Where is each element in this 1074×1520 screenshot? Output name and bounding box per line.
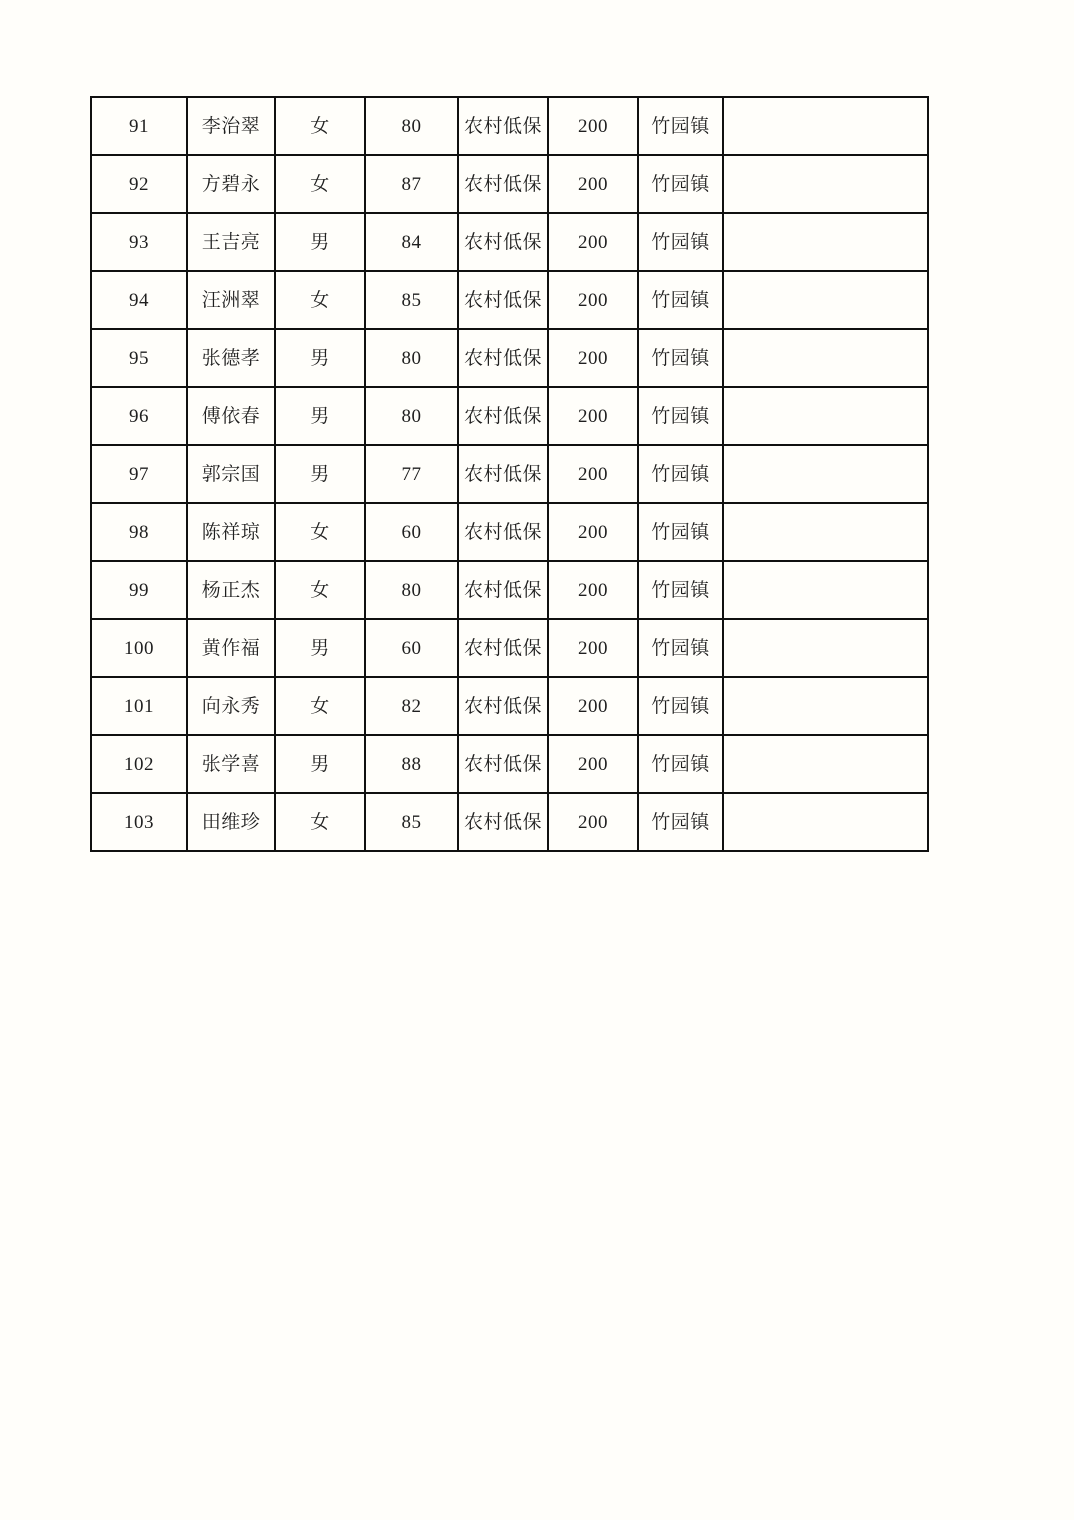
cell-benefit-type: 农村低保 — [458, 735, 548, 793]
cell-age: 80 — [365, 561, 458, 619]
cell-amount: 200 — [548, 619, 638, 677]
cell-note — [723, 561, 928, 619]
cell-age: 60 — [365, 619, 458, 677]
cell-town: 竹园镇 — [638, 329, 723, 387]
cell-row-number: 101 — [91, 677, 187, 735]
cell-benefit-type: 农村低保 — [458, 619, 548, 677]
cell-person-name: 黄作福 — [187, 619, 275, 677]
cell-person-name: 田维珍 — [187, 793, 275, 851]
cell-age: 80 — [365, 329, 458, 387]
table-row — [91, 213, 928, 271]
cell-town: 竹园镇 — [638, 735, 723, 793]
cell-age: 77 — [365, 445, 458, 503]
cell-gender: 男 — [275, 329, 365, 387]
cell-amount: 200 — [548, 503, 638, 561]
cell-town: 竹园镇 — [638, 619, 723, 677]
cell-amount: 200 — [548, 561, 638, 619]
cell-person-name: 杨正杰 — [187, 561, 275, 619]
welfare-table-body — [91, 97, 928, 851]
table-row — [91, 445, 928, 503]
cell-gender: 女 — [275, 155, 365, 213]
cell-town: 竹园镇 — [638, 445, 723, 503]
table-row — [91, 561, 928, 619]
cell-town: 竹园镇 — [638, 97, 723, 155]
cell-row-number: 95 — [91, 329, 187, 387]
cell-note — [723, 387, 928, 445]
table-row — [91, 619, 928, 677]
cell-note — [723, 445, 928, 503]
cell-gender: 男 — [275, 213, 365, 271]
cell-amount: 200 — [548, 677, 638, 735]
cell-note — [723, 155, 928, 213]
cell-amount: 200 — [548, 97, 638, 155]
cell-row-number: 102 — [91, 735, 187, 793]
cell-benefit-type: 农村低保 — [458, 677, 548, 735]
cell-person-name: 陈祥琼 — [187, 503, 275, 561]
cell-benefit-type: 农村低保 — [458, 213, 548, 271]
cell-note — [723, 213, 928, 271]
cell-note — [723, 619, 928, 677]
cell-benefit-type: 农村低保 — [458, 329, 548, 387]
cell-amount: 200 — [548, 793, 638, 851]
cell-person-name: 方碧永 — [187, 155, 275, 213]
table-row — [91, 329, 928, 387]
cell-town: 竹园镇 — [638, 677, 723, 735]
cell-person-name: 张学喜 — [187, 735, 275, 793]
cell-gender: 男 — [275, 387, 365, 445]
table-row — [91, 793, 928, 851]
cell-note — [723, 677, 928, 735]
cell-person-name: 李治翠 — [187, 97, 275, 155]
cell-person-name: 张德孝 — [187, 329, 275, 387]
cell-town: 竹园镇 — [638, 271, 723, 329]
cell-amount: 200 — [548, 155, 638, 213]
cell-note — [723, 271, 928, 329]
table-row — [91, 387, 928, 445]
cell-amount: 200 — [548, 387, 638, 445]
cell-benefit-type: 农村低保 — [458, 97, 548, 155]
cell-age: 88 — [365, 735, 458, 793]
cell-age: 80 — [365, 97, 458, 155]
cell-amount: 200 — [548, 735, 638, 793]
table-row — [91, 735, 928, 793]
cell-person-name: 向永秀 — [187, 677, 275, 735]
cell-row-number: 97 — [91, 445, 187, 503]
cell-gender: 男 — [275, 445, 365, 503]
cell-row-number: 99 — [91, 561, 187, 619]
cell-gender: 女 — [275, 793, 365, 851]
cell-gender: 女 — [275, 271, 365, 329]
cell-benefit-type: 农村低保 — [458, 271, 548, 329]
cell-town: 竹园镇 — [638, 793, 723, 851]
cell-person-name: 郭宗国 — [187, 445, 275, 503]
cell-row-number: 103 — [91, 793, 187, 851]
cell-amount: 200 — [548, 445, 638, 503]
cell-row-number: 96 — [91, 387, 187, 445]
cell-benefit-type: 农村低保 — [458, 445, 548, 503]
cell-gender: 女 — [275, 97, 365, 155]
cell-town: 竹园镇 — [638, 213, 723, 271]
cell-town: 竹园镇 — [638, 387, 723, 445]
cell-town: 竹园镇 — [638, 561, 723, 619]
cell-note — [723, 793, 928, 851]
cell-gender: 女 — [275, 561, 365, 619]
cell-row-number: 98 — [91, 503, 187, 561]
cell-benefit-type: 农村低保 — [458, 155, 548, 213]
cell-row-number: 93 — [91, 213, 187, 271]
cell-amount: 200 — [548, 271, 638, 329]
cell-town: 竹园镇 — [638, 155, 723, 213]
cell-note — [723, 97, 928, 155]
cell-person-name: 汪洲翠 — [187, 271, 275, 329]
cell-person-name: 傅依春 — [187, 387, 275, 445]
welfare-roster-table — [90, 96, 929, 852]
cell-person-name: 王吉亮 — [187, 213, 275, 271]
table-row — [91, 271, 928, 329]
cell-amount: 200 — [548, 213, 638, 271]
cell-row-number: 92 — [91, 155, 187, 213]
cell-note — [723, 329, 928, 387]
cell-note — [723, 735, 928, 793]
table-row — [91, 155, 928, 213]
cell-note — [723, 503, 928, 561]
table-row — [91, 97, 928, 155]
cell-row-number: 100 — [91, 619, 187, 677]
cell-row-number: 94 — [91, 271, 187, 329]
cell-age: 84 — [365, 213, 458, 271]
cell-age: 80 — [365, 387, 458, 445]
cell-town: 竹园镇 — [638, 503, 723, 561]
cell-amount: 200 — [548, 329, 638, 387]
cell-row-number: 91 — [91, 97, 187, 155]
cell-benefit-type: 农村低保 — [458, 503, 548, 561]
cell-benefit-type: 农村低保 — [458, 561, 548, 619]
cell-gender: 女 — [275, 503, 365, 561]
cell-age: 60 — [365, 503, 458, 561]
table-row — [91, 677, 928, 735]
table-row — [91, 503, 928, 561]
cell-benefit-type: 农村低保 — [458, 387, 548, 445]
cell-age: 85 — [365, 271, 458, 329]
cell-gender: 男 — [275, 735, 365, 793]
cell-benefit-type: 农村低保 — [458, 793, 548, 851]
cell-gender: 男 — [275, 619, 365, 677]
cell-age: 87 — [365, 155, 458, 213]
cell-gender: 女 — [275, 677, 365, 735]
cell-age: 85 — [365, 793, 458, 851]
cell-age: 82 — [365, 677, 458, 735]
